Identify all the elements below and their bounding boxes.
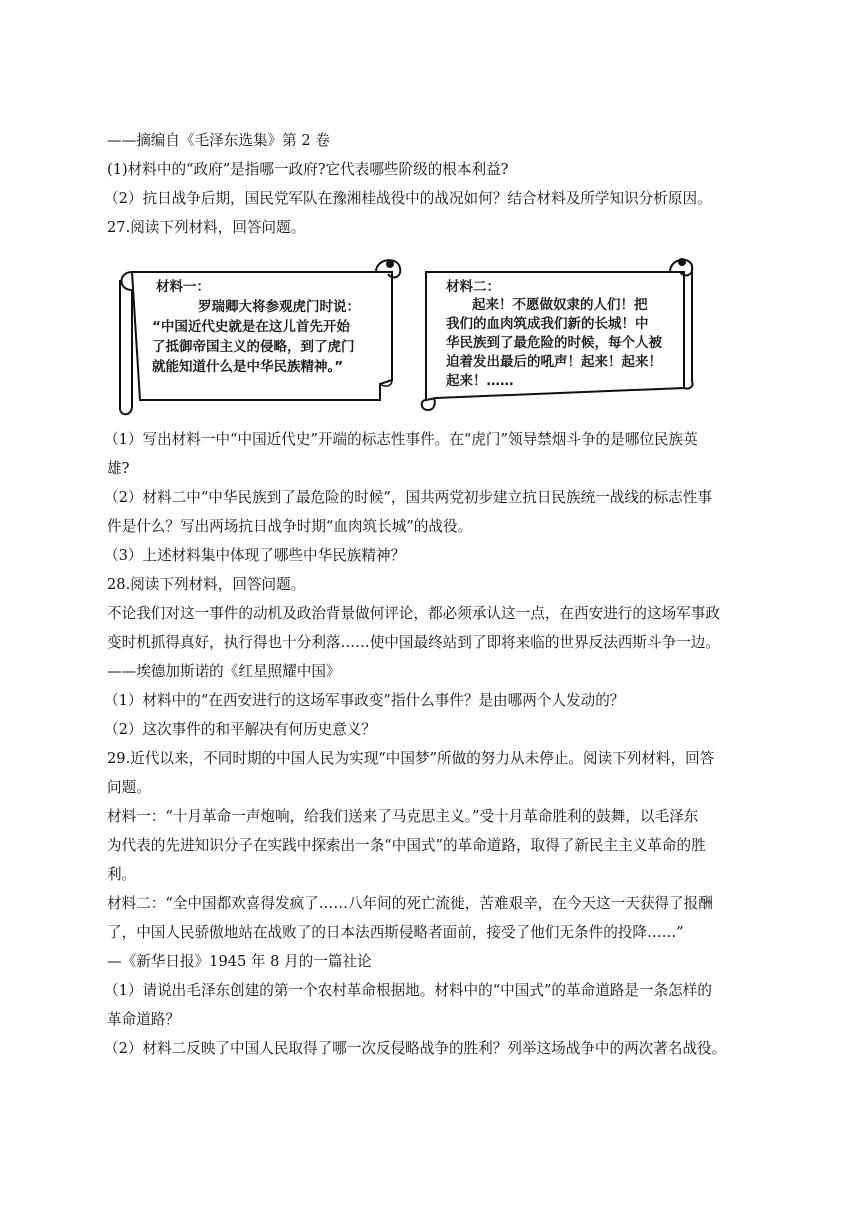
question-27-heading: 27.阅读下列材料，回答问题。 bbox=[107, 219, 306, 236]
material-28-source: ——埃德加斯诺的《红星照耀中国》 bbox=[107, 663, 341, 680]
material-28-line-2: 变时机抓得真好，执行得也十分利落……使中国最终站到了即将来临的世界反法西斯斗争一边。 bbox=[107, 634, 720, 651]
material-1-scroll bbox=[110, 250, 405, 418]
material-2-line-3: 华民族到了最危险的时候，每个人被 bbox=[446, 335, 662, 351]
material-1-line-1: 罗瑞卿大将参观虎门时说： bbox=[198, 299, 360, 315]
question-29-heading-line-1: 29.近代以来，不同时期的中国人民为实现“中国梦”所做的努力从未停止。阅读下列材料，回答 bbox=[107, 750, 715, 767]
material-1-line-2: “中国近代史就是在这儿首先开始 bbox=[152, 319, 350, 335]
question-27-2-line-1: （2）材料二中“中华民族到了最危险的时候”，国共两党初步建立抗日民族统一战线的标志性事 bbox=[104, 489, 712, 506]
material-1-line-3: 了抵御帝国主义的侵略，到了虎门 bbox=[152, 339, 355, 355]
material-29-1-line-3: 利。 bbox=[107, 866, 137, 883]
question-27-1-line-1: （1）写出材料一中“中国近代史”开端的标志性事件。在“虎门”领导禁烟斗争的是哪位民族英 bbox=[104, 431, 698, 448]
material-2-line-5: 起来！…… bbox=[446, 373, 514, 389]
question-26-2: （2）抗日战争后期，国民党军队在豫湘桂战役中的战况如何？结合材料及所学知识分析原因。 bbox=[104, 190, 712, 207]
question-26-1: (1)材料中的“政府”是指哪一政府?它代表哪些阶级的根本利益? bbox=[107, 161, 509, 178]
material-2-line-1: 起来！不愿做奴隶的人们！把 bbox=[472, 297, 648, 313]
question-29-1-line-2: 革命道路？ bbox=[107, 1011, 180, 1028]
question-29-heading-line-2: 问题。 bbox=[107, 779, 151, 796]
material-2-line-2: 我们的血肉筑成我们新的长城！中 bbox=[446, 316, 649, 332]
question-28-1: （1）材料中的“在西安进行的这场军事政变”指什么事件？是由哪两个人发动的？ bbox=[104, 692, 625, 709]
material-2-title: 材料二： bbox=[446, 279, 500, 295]
material-29-1-line-1: 材料一：“十月革命一声炮响，给我们送来了马克思主义。”受十月革命胜利的鼓舞，以毛泽东 bbox=[107, 808, 699, 825]
question-27-1-line-2: 雄? bbox=[107, 460, 130, 477]
material-1-title: 材料一： bbox=[156, 279, 210, 295]
question-29-1-line-1: （1）请说出毛泽东创建的第一个农村革命根据地。材料中的“中国式”的革命道路是一条怎样的 bbox=[104, 982, 712, 999]
material-28-line-1: 不论我们对这一事件的动机及政治背景做何评论，都必须承认这一点，在西安进行的这场军事政 bbox=[107, 605, 720, 622]
question-29-2: （2）材料二反映了中国人民取得了哪一次反侵略战争的胜利？列举这场战争中的两次著名战役。 bbox=[104, 1040, 727, 1057]
question-28-2: （2）这次事件的和平解决有何历史意义？ bbox=[104, 721, 376, 738]
source-citation: ——摘编自《毛泽东选集》第 2 卷 bbox=[107, 132, 330, 149]
material-29-2-source: —《新华日报》1945 年 8 月的一篇社论 bbox=[107, 953, 372, 970]
material-29-2-line-2: 了，中国人民骄傲地站在战败了的日本法西斯侵略者面前，接受了他们无条件的投降……” bbox=[107, 924, 684, 941]
material-29-1-line-2: 为代表的先进知识分子在实践中探索出一条“中国式”的革命道路，取得了新民主主义革命的胜 bbox=[107, 837, 706, 854]
material-1-line-4: 就能知道什么是中华民族精神。” bbox=[152, 359, 344, 375]
material-2-scroll bbox=[412, 250, 702, 418]
material-29-2-line-1: 材料二：“全中国都欢喜得发疯了……八年间的死亡流徙，苦难艰辛，在今天这一天获得了报酬 bbox=[107, 895, 713, 912]
question-28-heading: 28.阅读下列材料，回答问题。 bbox=[107, 576, 306, 593]
material-2-line-4: 迫着发出最后的吼声！起来！起来！ bbox=[446, 354, 662, 370]
question-27-3: （3）上述材料集中体现了哪些中华民族精神？ bbox=[104, 547, 406, 564]
question-27-2-line-2: 件是什么？写出两场抗日战争时期“血肉筑长城”的战役。 bbox=[107, 518, 473, 535]
